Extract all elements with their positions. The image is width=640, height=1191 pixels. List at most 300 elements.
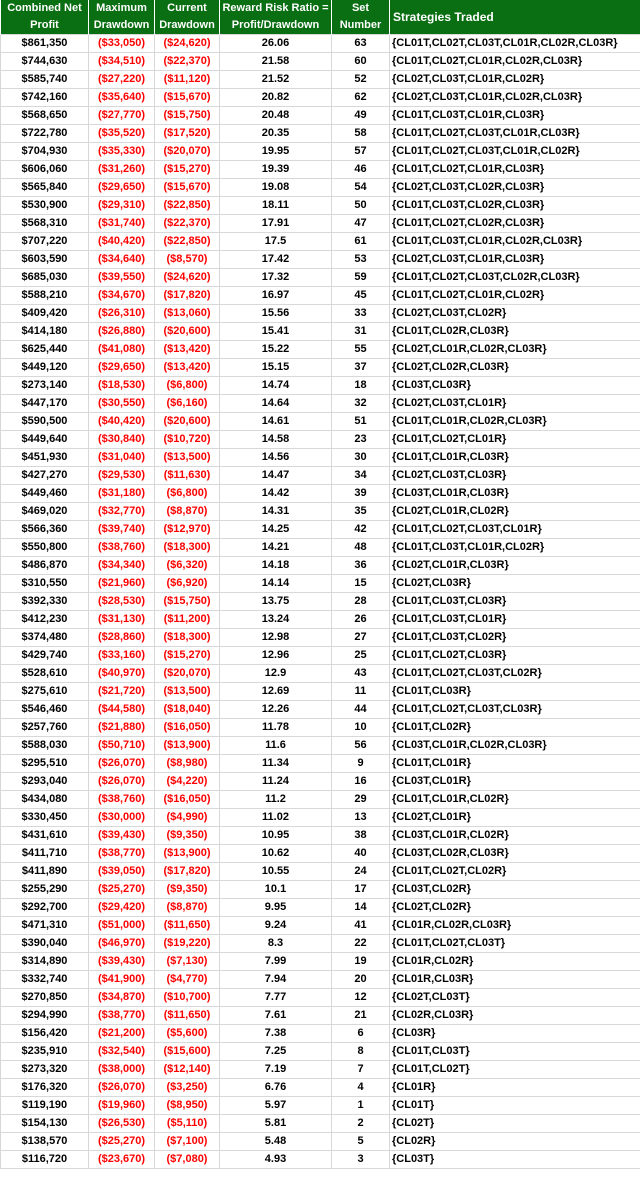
current-drawdown-cell: ($12,970) <box>155 521 220 539</box>
current-drawdown-cell: ($22,370) <box>155 215 220 233</box>
reward-risk-ratio-cell: 12.96 <box>220 647 332 665</box>
combined-net-profit-cell: $528,610 <box>1 665 89 683</box>
current-drawdown-cell: ($11,650) <box>155 1007 220 1025</box>
maximum-drawdown-cell: ($25,270) <box>89 1133 155 1151</box>
current-drawdown-cell: ($6,920) <box>155 575 220 593</box>
combined-net-profit-cell: $451,930 <box>1 449 89 467</box>
combined-net-profit-cell: $390,040 <box>1 935 89 953</box>
combined-net-profit-cell: $861,350 <box>1 35 89 53</box>
table-row <box>1 341 640 359</box>
maximum-drawdown-cell: ($30,000) <box>89 809 155 827</box>
maximum-drawdown-cell: ($34,870) <box>89 989 155 1007</box>
combined-net-profit-cell: $546,460 <box>1 701 89 719</box>
maximum-drawdown-cell: ($23,670) <box>89 1151 155 1169</box>
maximum-drawdown-cell: ($32,540) <box>89 1043 155 1061</box>
combined-net-profit-cell: $411,710 <box>1 845 89 863</box>
combined-net-profit-cell: $568,310 <box>1 215 89 233</box>
set-number-cell: 58 <box>332 125 390 143</box>
current-drawdown-cell: ($15,750) <box>155 593 220 611</box>
maximum-drawdown-cell: ($39,550) <box>89 269 155 287</box>
maximum-drawdown-cell: ($21,200) <box>89 1025 155 1043</box>
reward-risk-ratio-cell: 7.38 <box>220 1025 332 1043</box>
table-row <box>1 53 640 71</box>
table-row <box>1 683 640 701</box>
set-number-cell: 60 <box>332 53 390 71</box>
set-number-cell: 46 <box>332 161 390 179</box>
reward-risk-ratio-cell: 14.58 <box>220 431 332 449</box>
header-row-1 <box>1 0 640 17</box>
set-number-cell: 20 <box>332 971 390 989</box>
current-drawdown-cell: ($11,120) <box>155 71 220 89</box>
combined-net-profit-cell: $588,030 <box>1 737 89 755</box>
combined-net-profit-cell: $429,740 <box>1 647 89 665</box>
table-row <box>1 413 640 431</box>
current-drawdown-cell: ($18,300) <box>155 629 220 647</box>
table-row <box>1 989 640 1007</box>
set-number-cell: 16 <box>332 773 390 791</box>
combined-net-profit-cell: $427,270 <box>1 467 89 485</box>
set-number-cell: 49 <box>332 107 390 125</box>
set-number-cell: 32 <box>332 395 390 413</box>
set-number-cell: 5 <box>332 1133 390 1151</box>
maximum-drawdown-cell: ($26,530) <box>89 1115 155 1133</box>
set-number-cell: 57 <box>332 143 390 161</box>
strategies-traded-cell: {CL02T} <box>390 1115 640 1133</box>
set-number-cell: 18 <box>332 377 390 395</box>
header-reward-risk-ratio-line2: Profit/Drawdown <box>220 17 332 35</box>
set-number-cell: 14 <box>332 899 390 917</box>
maximum-drawdown-cell: ($40,420) <box>89 233 155 251</box>
table-row <box>1 1097 640 1115</box>
reward-risk-ratio-cell: 11.02 <box>220 809 332 827</box>
reward-risk-ratio-cell: 5.81 <box>220 1115 332 1133</box>
maximum-drawdown-cell: ($34,340) <box>89 557 155 575</box>
reward-risk-ratio-cell: 16.97 <box>220 287 332 305</box>
strategies-traded-cell: {CL01T,CL02T,CL03T,CL02R,CL03R} <box>390 269 640 287</box>
header-set-number-line2: Number <box>332 17 390 35</box>
set-number-cell: 63 <box>332 35 390 53</box>
maximum-drawdown-cell: ($31,180) <box>89 485 155 503</box>
strategies-traded-cell: {CL01T,CL02T,CL03T,CL01R,CL02R,CL03R} <box>390 35 640 53</box>
table-row <box>1 359 640 377</box>
maximum-drawdown-cell: ($39,430) <box>89 953 155 971</box>
strategies-traded-cell: {CL01T,CL02T,CL03T} <box>390 935 640 953</box>
table-row <box>1 503 640 521</box>
current-drawdown-cell: ($11,650) <box>155 917 220 935</box>
maximum-drawdown-cell: ($35,520) <box>89 125 155 143</box>
reward-risk-ratio-cell: 10.55 <box>220 863 332 881</box>
header-current-drawdown-line1: Current <box>155 0 220 17</box>
table-body <box>1 35 640 1169</box>
maximum-drawdown-cell: ($29,420) <box>89 899 155 917</box>
current-drawdown-cell: ($15,670) <box>155 89 220 107</box>
current-drawdown-cell: ($19,220) <box>155 935 220 953</box>
reward-risk-ratio-cell: 7.19 <box>220 1061 332 1079</box>
table-row <box>1 395 640 413</box>
reward-risk-ratio-cell: 5.97 <box>220 1097 332 1115</box>
set-number-cell: 26 <box>332 611 390 629</box>
set-number-cell: 42 <box>332 521 390 539</box>
combined-net-profit-cell: $707,220 <box>1 233 89 251</box>
maximum-drawdown-cell: ($39,430) <box>89 827 155 845</box>
current-drawdown-cell: ($7,130) <box>155 953 220 971</box>
current-drawdown-cell: ($24,620) <box>155 35 220 53</box>
set-number-cell: 30 <box>332 449 390 467</box>
reward-risk-ratio-cell: 17.5 <box>220 233 332 251</box>
reward-risk-ratio-cell: 17.32 <box>220 269 332 287</box>
combined-net-profit-cell: $449,460 <box>1 485 89 503</box>
table-row <box>1 1151 640 1169</box>
combined-net-profit-cell: $119,190 <box>1 1097 89 1115</box>
reward-risk-ratio-cell: 14.74 <box>220 377 332 395</box>
set-number-cell: 21 <box>332 1007 390 1025</box>
set-number-cell: 12 <box>332 989 390 1007</box>
strategies-traded-cell: {CL03T,CL02R} <box>390 881 640 899</box>
maximum-drawdown-cell: ($41,080) <box>89 341 155 359</box>
reward-risk-ratio-cell: 9.24 <box>220 917 332 935</box>
set-number-cell: 4 <box>332 1079 390 1097</box>
reward-risk-ratio-cell: 14.25 <box>220 521 332 539</box>
reward-risk-ratio-cell: 7.99 <box>220 953 332 971</box>
reward-risk-ratio-cell: 7.25 <box>220 1043 332 1061</box>
table-row <box>1 197 640 215</box>
current-drawdown-cell: ($8,570) <box>155 251 220 269</box>
set-number-cell: 22 <box>332 935 390 953</box>
table-row <box>1 665 640 683</box>
combined-net-profit-cell: $176,320 <box>1 1079 89 1097</box>
set-number-cell: 53 <box>332 251 390 269</box>
current-drawdown-cell: ($11,630) <box>155 467 220 485</box>
table-row <box>1 539 640 557</box>
reward-risk-ratio-cell: 19.08 <box>220 179 332 197</box>
reward-risk-ratio-cell: 26.06 <box>220 35 332 53</box>
table-row <box>1 773 640 791</box>
combined-net-profit-cell: $625,440 <box>1 341 89 359</box>
table-row <box>1 917 640 935</box>
header-combined-net-profit-line2: Profit <box>1 17 89 35</box>
strategies-traded-cell: {CL01R} <box>390 1079 640 1097</box>
set-number-cell: 62 <box>332 89 390 107</box>
current-drawdown-cell: ($4,220) <box>155 773 220 791</box>
current-drawdown-cell: ($4,990) <box>155 809 220 827</box>
maximum-drawdown-cell: ($34,640) <box>89 251 155 269</box>
set-number-cell: 61 <box>332 233 390 251</box>
set-number-cell: 27 <box>332 629 390 647</box>
table-row <box>1 161 640 179</box>
combined-net-profit-cell: $447,170 <box>1 395 89 413</box>
current-drawdown-cell: ($15,600) <box>155 1043 220 1061</box>
strategies-traded-cell: {CL02T,CL01R,CL02R,CL03R} <box>390 341 640 359</box>
maximum-drawdown-cell: ($21,960) <box>89 575 155 593</box>
table-row <box>1 1133 640 1151</box>
maximum-drawdown-cell: ($31,260) <box>89 161 155 179</box>
reward-risk-ratio-cell: 13.75 <box>220 593 332 611</box>
strategies-traded-cell: {CL01T,CL03T,CL03R} <box>390 593 640 611</box>
table-row <box>1 35 640 53</box>
maximum-drawdown-cell: ($32,770) <box>89 503 155 521</box>
set-number-cell: 6 <box>332 1025 390 1043</box>
reward-risk-ratio-cell: 15.41 <box>220 323 332 341</box>
table-row <box>1 251 640 269</box>
combined-net-profit-cell: $294,990 <box>1 1007 89 1025</box>
maximum-drawdown-cell: ($38,000) <box>89 1061 155 1079</box>
reward-risk-ratio-cell: 7.61 <box>220 1007 332 1025</box>
set-number-cell: 36 <box>332 557 390 575</box>
combined-net-profit-cell: $273,140 <box>1 377 89 395</box>
maximum-drawdown-cell: ($39,050) <box>89 863 155 881</box>
set-number-cell: 24 <box>332 863 390 881</box>
combined-net-profit-cell: $431,610 <box>1 827 89 845</box>
combined-net-profit-cell: $550,800 <box>1 539 89 557</box>
strategies-traded-cell: {CL01T,CL03T,CL01R,CL02R} <box>390 539 640 557</box>
strategies-traded-cell: {CL03T,CL02R,CL03R} <box>390 845 640 863</box>
strategies-traded-cell: {CL02R,CL03R} <box>390 1007 640 1025</box>
combined-net-profit-cell: $154,130 <box>1 1115 89 1133</box>
strategies-traded-cell: {CL03T,CL01R} <box>390 773 640 791</box>
table-row <box>1 71 640 89</box>
combined-net-profit-cell: $310,550 <box>1 575 89 593</box>
current-drawdown-cell: ($5,110) <box>155 1115 220 1133</box>
current-drawdown-cell: ($13,500) <box>155 683 220 701</box>
combined-net-profit-cell: $273,320 <box>1 1061 89 1079</box>
table-row <box>1 935 640 953</box>
set-number-cell: 34 <box>332 467 390 485</box>
strategies-traded-cell: {CL01T,CL03T,CL01R} <box>390 611 640 629</box>
combined-net-profit-cell: $332,740 <box>1 971 89 989</box>
set-number-cell: 51 <box>332 413 390 431</box>
combined-net-profit-cell: $116,720 <box>1 1151 89 1169</box>
reward-risk-ratio-cell: 12.98 <box>220 629 332 647</box>
strategies-traded-cell: {CL01T,CL03T,CL01R,CL02R,CL03R} <box>390 233 640 251</box>
strategies-traded-cell: {CL01T,CL02T,CL01R,CL03R} <box>390 161 640 179</box>
set-number-cell: 19 <box>332 953 390 971</box>
combined-net-profit-cell: $530,900 <box>1 197 89 215</box>
current-drawdown-cell: ($5,600) <box>155 1025 220 1043</box>
table-row <box>1 89 640 107</box>
header-maximum-drawdown-line1: Maximum <box>89 0 155 17</box>
current-drawdown-cell: ($8,870) <box>155 899 220 917</box>
table-row <box>1 809 640 827</box>
table-row <box>1 1079 640 1097</box>
strategies-traded-cell: {CL01T,CL02R} <box>390 719 640 737</box>
reward-risk-ratio-cell: 12.26 <box>220 701 332 719</box>
current-drawdown-cell: ($17,820) <box>155 287 220 305</box>
reward-risk-ratio-cell: 10.1 <box>220 881 332 899</box>
combined-net-profit-cell: $330,450 <box>1 809 89 827</box>
maximum-drawdown-cell: ($28,530) <box>89 593 155 611</box>
strategies-traded-cell: {CL03T,CL01R,CL02R} <box>390 827 640 845</box>
current-drawdown-cell: ($7,080) <box>155 1151 220 1169</box>
maximum-drawdown-cell: ($50,710) <box>89 737 155 755</box>
set-number-cell: 37 <box>332 359 390 377</box>
maximum-drawdown-cell: ($29,650) <box>89 359 155 377</box>
table-row <box>1 719 640 737</box>
combined-net-profit-cell: $138,570 <box>1 1133 89 1151</box>
current-drawdown-cell: ($13,900) <box>155 845 220 863</box>
table-row <box>1 1025 640 1043</box>
table-header <box>1 0 640 35</box>
reward-risk-ratio-cell: 11.34 <box>220 755 332 773</box>
reward-risk-ratio-cell: 13.24 <box>220 611 332 629</box>
current-drawdown-cell: ($22,370) <box>155 53 220 71</box>
strategies-traded-cell: {CL02T,CL03R} <box>390 575 640 593</box>
set-number-cell: 47 <box>332 215 390 233</box>
reward-risk-ratio-cell: 4.93 <box>220 1151 332 1169</box>
reward-risk-ratio-cell: 10.95 <box>220 827 332 845</box>
set-number-cell: 59 <box>332 269 390 287</box>
reward-risk-ratio-cell: 5.48 <box>220 1133 332 1151</box>
combined-net-profit-cell: $704,930 <box>1 143 89 161</box>
set-number-cell: 39 <box>332 485 390 503</box>
reward-risk-ratio-cell: 10.62 <box>220 845 332 863</box>
strategies-traded-cell: {CL01T,CL03T,CL02R} <box>390 629 640 647</box>
current-drawdown-cell: ($12,140) <box>155 1061 220 1079</box>
maximum-drawdown-cell: ($33,050) <box>89 35 155 53</box>
strategies-traded-cell: {CL03T,CL01R,CL02R,CL03R} <box>390 737 640 755</box>
strategies-traded-cell: {CL01T,CL02T,CL03T,CL01R,CL03R} <box>390 125 640 143</box>
set-number-cell: 38 <box>332 827 390 845</box>
strategies-traded-cell: {CL01R,CL02R,CL03R} <box>390 917 640 935</box>
table-row <box>1 1007 640 1025</box>
combined-net-profit-cell: $295,510 <box>1 755 89 773</box>
set-number-cell: 54 <box>332 179 390 197</box>
current-drawdown-cell: ($10,700) <box>155 989 220 1007</box>
table-row <box>1 449 640 467</box>
table-row <box>1 1043 640 1061</box>
maximum-drawdown-cell: ($29,310) <box>89 197 155 215</box>
set-number-cell: 9 <box>332 755 390 773</box>
reward-risk-ratio-cell: 15.22 <box>220 341 332 359</box>
table-row <box>1 467 640 485</box>
strategies-traded-cell: {CL02T,CL03T,CL01R,CL03R} <box>390 251 640 269</box>
current-drawdown-cell: ($18,040) <box>155 701 220 719</box>
maximum-drawdown-cell: ($28,860) <box>89 629 155 647</box>
strategies-traded-cell: {CL02T,CL03T,CL02R} <box>390 305 640 323</box>
maximum-drawdown-cell: ($35,330) <box>89 143 155 161</box>
maximum-drawdown-cell: ($38,760) <box>89 539 155 557</box>
maximum-drawdown-cell: ($51,000) <box>89 917 155 935</box>
maximum-drawdown-cell: ($44,580) <box>89 701 155 719</box>
strategies-traded-cell: {CL01T,CL02T,CL03R} <box>390 647 640 665</box>
reward-risk-ratio-cell: 19.39 <box>220 161 332 179</box>
strategies-traded-cell: {CL01T,CL02T,CL03T,CL02R} <box>390 665 640 683</box>
current-drawdown-cell: ($13,060) <box>155 305 220 323</box>
set-number-cell: 2 <box>332 1115 390 1133</box>
reward-risk-ratio-cell: 7.94 <box>220 971 332 989</box>
strategies-traded-cell: {CL02T,CL01R,CL03R} <box>390 557 640 575</box>
combined-net-profit-cell: $585,740 <box>1 71 89 89</box>
set-number-cell: 17 <box>332 881 390 899</box>
table-row <box>1 611 640 629</box>
current-drawdown-cell: ($20,070) <box>155 665 220 683</box>
current-drawdown-cell: ($16,050) <box>155 719 220 737</box>
strategies-traded-cell: {CL03R} <box>390 1025 640 1043</box>
reward-risk-ratio-cell: 11.2 <box>220 791 332 809</box>
maximum-drawdown-cell: ($34,510) <box>89 53 155 71</box>
maximum-drawdown-cell: ($41,900) <box>89 971 155 989</box>
maximum-drawdown-cell: ($31,130) <box>89 611 155 629</box>
strategies-traded-cell: {CL01R,CL02R} <box>390 953 640 971</box>
maximum-drawdown-cell: ($25,270) <box>89 881 155 899</box>
strategies-traded-cell: {CL01T,CL02T,CL01R,CL02R} <box>390 287 640 305</box>
current-drawdown-cell: ($15,270) <box>155 161 220 179</box>
maximum-drawdown-cell: ($30,550) <box>89 395 155 413</box>
strategies-traded-cell: {CL01T,CL02T,CL03T,CL03R} <box>390 701 640 719</box>
strategies-traded-cell: {CL02T,CL02R} <box>390 899 640 917</box>
combined-net-profit-cell: $685,030 <box>1 269 89 287</box>
maximum-drawdown-cell: ($34,670) <box>89 287 155 305</box>
table-row <box>1 791 640 809</box>
current-drawdown-cell: ($22,850) <box>155 197 220 215</box>
strategies-traded-cell: {CL01T,CL02R,CL03R} <box>390 323 640 341</box>
strategies-traded-cell: {CL01T,CL02T,CL01R,CL02R,CL03R} <box>390 53 640 71</box>
set-number-cell: 25 <box>332 647 390 665</box>
combined-net-profit-cell: $469,020 <box>1 503 89 521</box>
maximum-drawdown-cell: ($29,530) <box>89 467 155 485</box>
strategies-traded-cell: {CL02T,CL01R,CL02R} <box>390 503 640 521</box>
set-number-cell: 45 <box>332 287 390 305</box>
maximum-drawdown-cell: ($19,960) <box>89 1097 155 1115</box>
combined-net-profit-cell: $409,420 <box>1 305 89 323</box>
table-row <box>1 701 640 719</box>
maximum-drawdown-cell: ($26,880) <box>89 323 155 341</box>
header-reward-risk-ratio-line1: Reward Risk Ratio = <box>220 0 332 17</box>
strategies-traded-cell: {CL01T,CL02T,CL02R,CL03R} <box>390 215 640 233</box>
current-drawdown-cell: ($7,100) <box>155 1133 220 1151</box>
strategies-traded-cell: {CL02R} <box>390 1133 640 1151</box>
set-number-cell: 44 <box>332 701 390 719</box>
current-drawdown-cell: ($8,870) <box>155 503 220 521</box>
reward-risk-ratio-cell: 14.14 <box>220 575 332 593</box>
maximum-drawdown-cell: ($40,970) <box>89 665 155 683</box>
combined-net-profit-cell: $588,210 <box>1 287 89 305</box>
set-number-cell: 3 <box>332 1151 390 1169</box>
maximum-drawdown-cell: ($26,070) <box>89 1079 155 1097</box>
set-number-cell: 11 <box>332 683 390 701</box>
set-number-cell: 56 <box>332 737 390 755</box>
combined-net-profit-cell: $293,040 <box>1 773 89 791</box>
current-drawdown-cell: ($13,420) <box>155 341 220 359</box>
reward-risk-ratio-cell: 11.78 <box>220 719 332 737</box>
reward-risk-ratio-cell: 12.9 <box>220 665 332 683</box>
current-drawdown-cell: ($3,250) <box>155 1079 220 1097</box>
combined-net-profit-cell: $414,180 <box>1 323 89 341</box>
set-number-cell: 13 <box>332 809 390 827</box>
current-drawdown-cell: ($15,750) <box>155 107 220 125</box>
maximum-drawdown-cell: ($18,530) <box>89 377 155 395</box>
current-drawdown-cell: ($13,900) <box>155 737 220 755</box>
maximum-drawdown-cell: ($38,760) <box>89 791 155 809</box>
table-row <box>1 863 640 881</box>
maximum-drawdown-cell: ($46,970) <box>89 935 155 953</box>
current-drawdown-cell: ($4,770) <box>155 971 220 989</box>
maximum-drawdown-cell: ($31,740) <box>89 215 155 233</box>
table-row <box>1 827 640 845</box>
table-row <box>1 287 640 305</box>
set-number-cell: 29 <box>332 791 390 809</box>
table-row <box>1 521 640 539</box>
header-maximum-drawdown-line2: Drawdown <box>89 17 155 35</box>
maximum-drawdown-cell: ($31,040) <box>89 449 155 467</box>
combined-net-profit-cell: $235,910 <box>1 1043 89 1061</box>
reward-risk-ratio-cell: 17.42 <box>220 251 332 269</box>
combined-net-profit-cell: $270,850 <box>1 989 89 1007</box>
current-drawdown-cell: ($13,500) <box>155 449 220 467</box>
set-number-cell: 15 <box>332 575 390 593</box>
header-strategies-traded: Strategies Traded <box>390 0 640 35</box>
table-row <box>1 971 640 989</box>
table-row <box>1 233 640 251</box>
